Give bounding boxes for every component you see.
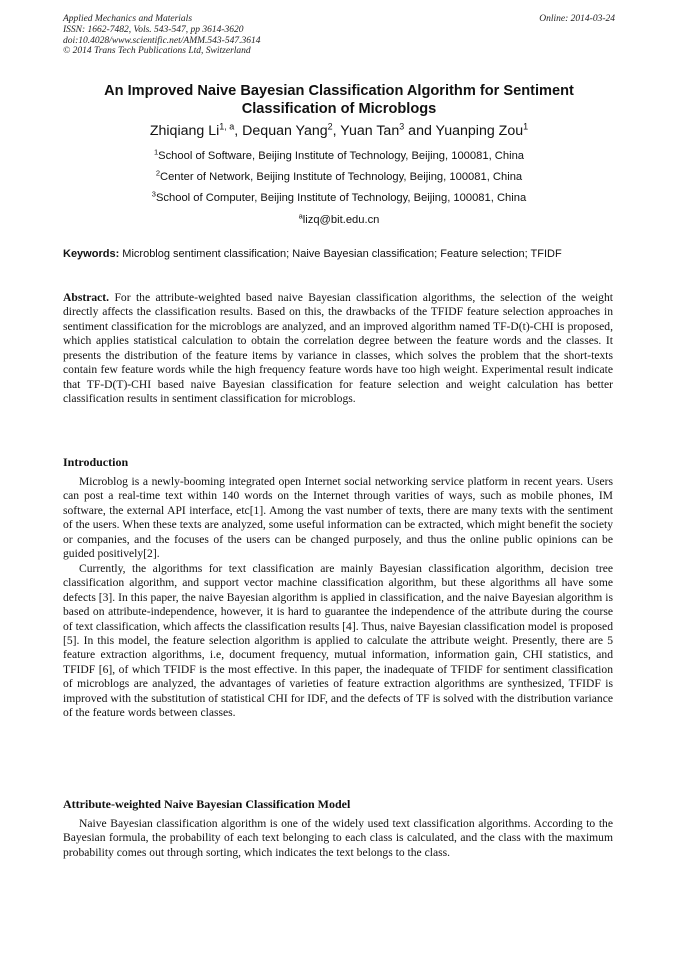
section2-body xyxy=(63,817,613,860)
section-heading-introduction: Introduction xyxy=(63,455,129,469)
affiliation-sup: 2 xyxy=(155,168,160,178)
abstract xyxy=(63,291,613,407)
author-sup: 2 xyxy=(327,121,333,132)
affiliation-text: School of Software, Beijing Institute of Technology, Beijing, 100081, China xyxy=(158,150,525,162)
affiliation-sup: 3 xyxy=(151,189,156,199)
journal-name: Applied Mechanics and Materials xyxy=(63,14,193,24)
author-sup: 1, a xyxy=(219,121,235,132)
author-name: Yuan Tan xyxy=(340,123,400,139)
issn-line: ISSN: 1662-7482, Vols. 543-547, pp 3614-3620 xyxy=(63,24,244,35)
author-list xyxy=(60,122,618,140)
paragraph: Currently, the algorithms for text classification are mainly Bayesian classification algorithm, decision tree classification algorithm, and support vector machine classification algorithm, but these algorithms all have some defects [3]. In this paper, the naive Bayesian algorithm is applied in classification, and the naive Bayesian algorithm is based on attribute-independence, however, it is hard to guarantee the independence of the attribute during the course of text classification, which affects the classification results [4]. Thus, naive Bayesian classification model is proposed [5]. In this model, the feature selection algorithm is applied to calculate the attribute weight. Presently, there are 5 feature extraction algorithms, i.e, document frequency, mutual information, information gain, CHI statistics, and TFIDF [6], of which TFIDF is the most effective. In this paper, the inadequate of TFIDF for sentiment classification of microblogs are analyzed, the advantages of varieties of feature extraction algorithms are synthesized, TFIDF is improved with the substitution of statistical CHI for IDF, and the defects of TF is solved with the distribution variance of the feature words between classes. xyxy=(63,561,613,720)
journal-header xyxy=(63,14,260,57)
author-sup: 3 xyxy=(399,121,405,132)
paper-title xyxy=(60,82,618,118)
author-name: Zhiqiang Li xyxy=(149,123,220,139)
affiliation-sup: 1 xyxy=(153,147,159,157)
keywords-label: Keywords: xyxy=(63,248,120,260)
author-sup: 1 xyxy=(523,121,529,132)
paragraph: Naive Bayesian classification algorithm is one of the widely used text classification algorithms. According to the Bayesian formula, the probability of each text belonging to each class is calculated, and the class with the maximum probability comes out through sorting, which indicates the text belongs to the class. xyxy=(63,817,613,859)
title-line-2: Classification of Microblogs xyxy=(241,101,437,117)
keywords xyxy=(63,247,613,261)
affiliation-2 xyxy=(60,170,618,184)
contact-email xyxy=(60,213,618,227)
online-date: Online: 2014-03-24 xyxy=(539,14,615,24)
copyright-line: © 2014 Trans Tech Publications Ltd, Switzerland xyxy=(63,46,251,57)
affiliation-text: School of Computer, Beijing Institute of Technology, Beijing, 100081, China xyxy=(155,192,527,204)
author-sep: and xyxy=(404,123,436,139)
affiliation-text: Center of Network, Beijing Institute of Technology, Beijing, 100081, China xyxy=(160,171,523,183)
affiliation-sup: a xyxy=(298,211,303,221)
abstract-label: Abstract. xyxy=(63,291,110,304)
title-line-1: An Improved Naive Bayesian Classification Algorithm for Sentiment xyxy=(104,83,574,99)
affiliation-1 xyxy=(60,149,618,163)
author-name: Dequan Yang xyxy=(242,123,328,139)
introduction-body xyxy=(63,475,613,721)
author-name: Yuanping Zou xyxy=(435,123,524,139)
section-heading-model: Attribute-weighted Naive Bayesian Classification Model xyxy=(63,797,351,811)
affiliation-3 xyxy=(60,191,618,205)
paragraph: Microblog is a newly-booming integrated open Internet social networking service platform in recent years. Users can post a real-time text within 140 words on the Internet through varities of ways, such as mobile phones, IM software, the external API interface, etc[1]. Among the vast number of texts, there are many texts with the sentiment of the users. When these texts are analyzed, some useful information can be extracted, which might benefit the society or companies, and the focuses of the users can be changed purposely, and thus the online public opinions can be guided positively[2]. xyxy=(63,475,613,561)
abstract-text: For the attribute-weighted based naive Bayesian classification algorithms, the selection of the weight directly affects the classification results. Based on this, the drawbacks of the TFIDF feature selection approaches in sentiment classification for the microblogs are analyzed, and an improved algorithm named TF-D(t)-CHI is proposed, which applies statistical calculation to obtain the correlation degree between the feature words and the classes. It presents the distribution of the feature items by variance in classes, which solves the problem that the short-texts contain few feature words while the high frequency feature words have too high weight. Experimental result indicate that TF-D(T)-CHI based naive Bayesian classification for feature selection and weight calculation has better classification results in sentiment classification for microblogs. xyxy=(63,291,613,406)
author-sep: , xyxy=(332,123,341,139)
keywords-text: Microblog sentiment classification; Naive Bayesian classification; Feature selection; TFIDF xyxy=(119,248,562,260)
doi-line[interactable]: doi:10.4028/www.scientific.net/AMM.543-547.3614 xyxy=(63,35,261,46)
email-link[interactable]: lizq@bit.edu.cn xyxy=(302,214,380,226)
author-sep: , xyxy=(234,123,243,139)
